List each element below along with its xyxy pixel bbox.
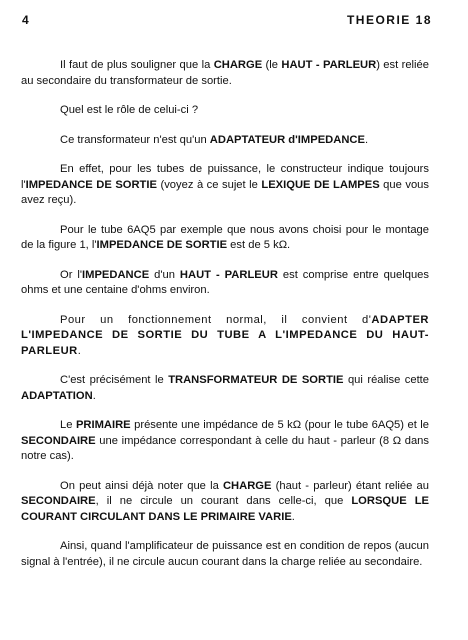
bold-run: HAUT - PARLEUR bbox=[281, 59, 377, 71]
text-run: Ainsi, quand l'amplificateur de puissance est en condition de repos (aucun signal à l'entrée), il ne circule aucun courant dans la charge reliée au secondaire. bbox=[21, 540, 429, 568]
paragraph-p5 bbox=[21, 223, 429, 254]
text-run: (haut - parleur) étant reliée au bbox=[271, 479, 429, 492]
text-run: Or l' bbox=[60, 268, 83, 281]
text-run: C'est précisément le bbox=[60, 374, 169, 386]
text-run: On peut ainsi déjà noter que la bbox=[60, 479, 223, 492]
page-number: 4 bbox=[22, 13, 29, 27]
text-run: une impédance correspondant à celle du haut - parleur (8 Ω dans notre cas). bbox=[21, 434, 429, 462]
paragraph-p3 bbox=[21, 133, 429, 149]
text-run: (voyez à ce sujet le bbox=[156, 178, 262, 191]
body-text bbox=[21, 58, 429, 584]
paragraph-p8 bbox=[21, 373, 429, 404]
text-run: est de 5 kΩ. bbox=[227, 239, 291, 251]
text-run: Il faut de plus souligner que la bbox=[60, 59, 214, 71]
paragraph-p1 bbox=[21, 58, 429, 89]
bold-run: TRANSFORMATEUR DE SORTIE bbox=[168, 374, 344, 386]
paragraph-p11 bbox=[21, 539, 429, 570]
text-run: . bbox=[92, 389, 96, 402]
bold-run: LORSQUE LE COURANT CIRCULANT DANS LE PRIMAIRE VARIE bbox=[21, 495, 429, 523]
bold-run: CHARGE bbox=[222, 479, 272, 492]
bold-run: ADAPTER L'IMPEDANCE DE SORTIE DU TUBE A L'IMPEDANCE DU HAUT-PARLEUR bbox=[21, 313, 429, 357]
bold-run: SECONDAIRE bbox=[21, 434, 96, 447]
text-run: que vous avez reçu). bbox=[21, 178, 429, 206]
text-run: qui réalise cette bbox=[343, 374, 430, 386]
text-run: présente une impédance de 5 kΩ (pour le tube 6AQ5) et le bbox=[130, 419, 429, 431]
bold-run: IMPEDANCE bbox=[82, 268, 150, 281]
paragraph-p10 bbox=[21, 479, 429, 526]
bold-run: SECONDAIRE bbox=[21, 495, 96, 507]
text-run: Pour un fonctionnement normal, il convient d' bbox=[60, 313, 372, 326]
text-run: , il ne circule un courant dans celle-ci, que bbox=[95, 495, 352, 507]
bold-run: CHARGE bbox=[213, 59, 263, 71]
text-run: En effet, pour les tubes de puissance, le constructeur indique toujours l' bbox=[21, 163, 429, 191]
paragraph-p6 bbox=[21, 268, 429, 299]
paragraph-p7 bbox=[21, 313, 429, 360]
bold-run: ADAPTATEUR d'IMPEDANCE bbox=[209, 133, 365, 146]
bold-run: HAUT - PARLEUR bbox=[179, 268, 278, 281]
bold-run: IMPEDANCE DE SORTIE bbox=[25, 178, 157, 191]
text-run: (le bbox=[262, 59, 282, 71]
text-run: Pour le tube 6AQ5 par exemple que nous avons choisi pour le montage de la figure 1, l' bbox=[21, 223, 429, 251]
text-run: est comprise entre quelques ohms et une centaine d'ohms environ. bbox=[21, 268, 429, 296]
text-run: . bbox=[291, 510, 295, 523]
bold-run: IMPEDANCE DE SORTIE bbox=[96, 239, 228, 251]
paragraph-p4 bbox=[21, 162, 429, 209]
bold-run: PRIMAIRE bbox=[75, 419, 131, 431]
paragraph-p2 bbox=[21, 103, 429, 119]
paragraph-p9 bbox=[21, 418, 429, 465]
text-run: ) est reliée au secondaire du transformateur de sortie. bbox=[21, 59, 429, 87]
text-run: Quel est le rôle de celui-ci ? bbox=[60, 104, 199, 116]
running-head: THEORIE 18 bbox=[346, 13, 432, 27]
bold-run: ADAPTATION bbox=[21, 389, 93, 402]
bold-run: LEXIQUE DE LAMPES bbox=[261, 178, 380, 191]
text-run: Ce transformateur n'est qu'un bbox=[60, 133, 210, 146]
text-run: . bbox=[364, 133, 369, 146]
text-run: Le bbox=[60, 419, 76, 431]
text-run: . bbox=[77, 344, 82, 357]
text-run: d'un bbox=[149, 268, 180, 281]
